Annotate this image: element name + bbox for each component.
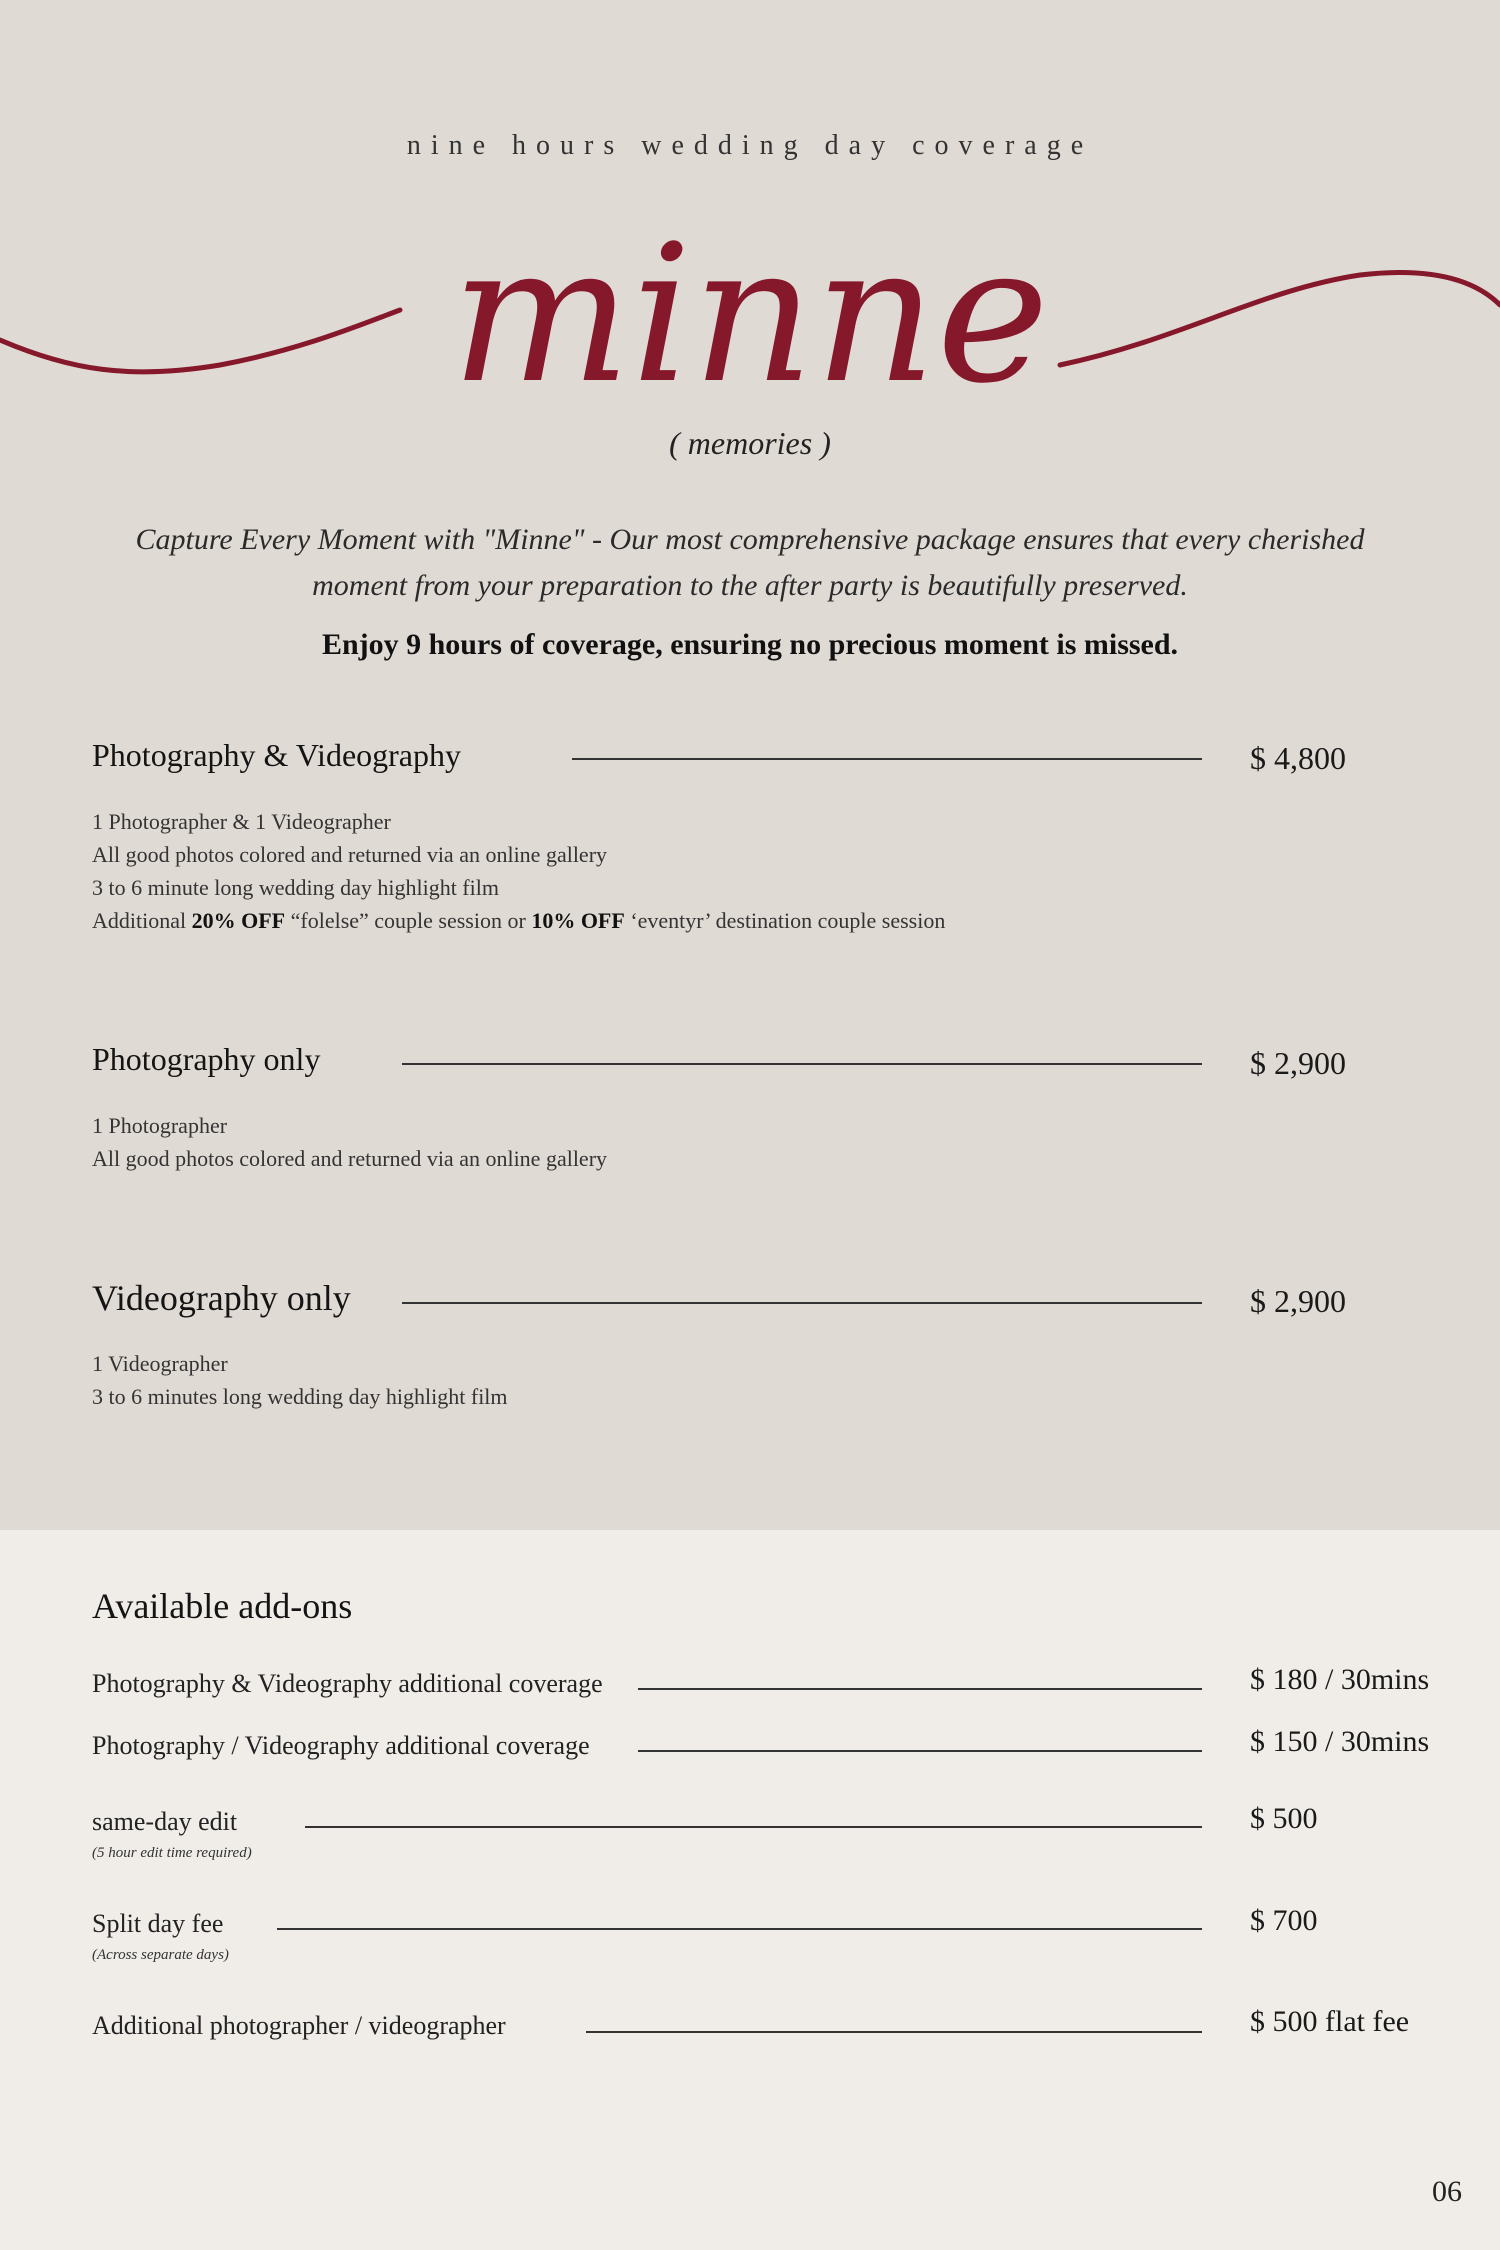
detail-line: 1 Videographer: [92, 1351, 228, 1376]
intro-text: Capture Every Moment with "Minne" - Our most comprehensive package ensures that every cherished moment from your preparation to the after party is beautifully preserved.: [135, 523, 1365, 602]
package-details-photo-video: [92, 805, 945, 937]
package-title-video: Videography only: [92, 1278, 351, 1318]
page-number: 06: [1432, 2175, 1462, 2208]
package-details-photo: [92, 1109, 607, 1175]
addon-label: Photography & Videography additional coverage: [92, 1669, 603, 1698]
detail-line: All good photos colored and returned via an online gallery: [92, 1146, 608, 1171]
addons-title: Available add-ons: [92, 1586, 353, 1626]
addon-label: same-day edit: [92, 1807, 238, 1836]
package-title-photo-video: Photography & Videography: [92, 737, 461, 773]
addon-rule: [638, 1688, 1202, 1690]
coverage-kicker: nine hours wedding day coverage: [406, 130, 1094, 161]
addon-price: $ 180 / 30mins: [1250, 1663, 1430, 1696]
addon-rule: [305, 1826, 1202, 1828]
addon-price: $ 500 flat fee: [1250, 2005, 1410, 2038]
addon-rule: [277, 1928, 1202, 1930]
addon-label: Additional photographer / videographer: [92, 2011, 506, 2040]
memories-subtitle: ( memories ): [669, 425, 831, 461]
detail-line: 1 Photographer: [92, 1113, 228, 1138]
detail-line: 1 Photographer & 1 Videographer: [92, 809, 391, 834]
detail-line: 3 to 6 minute long wedding day highlight film: [92, 875, 499, 900]
addon-price: $ 700: [1250, 1904, 1318, 1937]
minne-script-logo: [0, 230, 1500, 430]
package-price-photo-video: $ 4,800: [1250, 740, 1346, 776]
package-details-video: [92, 1347, 508, 1413]
package-price-video: $ 2,900: [1250, 1283, 1346, 1319]
addon-label: Split day fee: [92, 1909, 224, 1938]
package-price-photo: $ 2,900: [1250, 1045, 1346, 1081]
addons-section: [0, 1530, 1500, 2250]
detail-line: 3 to 6 minutes long wedding day highlight film: [92, 1384, 508, 1409]
package-rule: [402, 1063, 1202, 1065]
package-title-photo: Photography only: [92, 1041, 321, 1077]
detail-line: All good photos colored and returned via an online gallery: [92, 842, 608, 867]
detail-line: Additional 20% OFF “folelse” couple session or 10% OFF ‘eventyr’ destination couple session: [92, 908, 946, 933]
brand-script-text: minne: [450, 230, 1050, 425]
addon-rule: [638, 1750, 1202, 1752]
addon-price: $ 500: [1250, 1802, 1318, 1835]
package-rule: [572, 758, 1202, 760]
addon-price: $ 150 / 30mins: [1250, 1725, 1430, 1758]
addon-rule: [586, 2031, 1202, 2033]
addon-note: (5 hour edit time required): [92, 1845, 252, 1861]
addon-label: Photography / Videography additional coverage: [92, 1731, 590, 1760]
package-rule: [402, 1302, 1202, 1304]
addon-note: (Across separate days): [92, 1947, 229, 1963]
intro-bold-text: Enjoy 9 hours of coverage, ensuring no precious moment is missed.: [321, 628, 1179, 661]
